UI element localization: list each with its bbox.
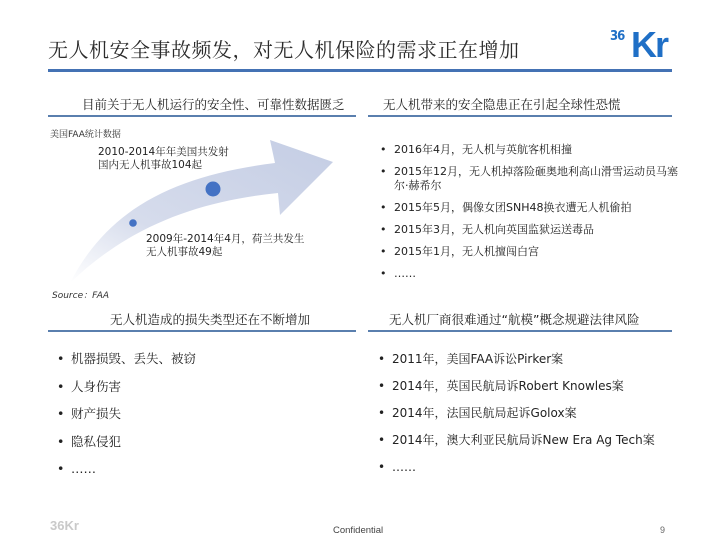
section-heading-global-panic: 无人机带来的安全隐患正在引起全球性恐慌	[383, 97, 621, 112]
list-item: • ……	[378, 459, 688, 475]
data-point-us	[206, 182, 221, 197]
section-heading-loss-types: 无人机造成的损失类型还在不断增加	[110, 312, 311, 327]
source-citation: Source：FAA	[52, 291, 110, 301]
list-item: • 2015年3月，无人机向英国监狱运送毒品	[380, 223, 680, 237]
list-item: • 2014年，英国民航局诉Robert Knowles案	[378, 378, 688, 394]
list-item: • 2015年1月，无人机擅闯白宫	[380, 245, 680, 259]
list-item: • 机器损毁、丢失、被窃	[57, 351, 347, 367]
footer-logo: 36Kr	[50, 518, 79, 533]
section-divider	[48, 330, 356, 332]
list-item: • 财产损失	[57, 406, 347, 422]
list-item: • 人身伤害	[57, 379, 347, 395]
logo-number: 36	[610, 29, 625, 44]
section-divider	[368, 330, 672, 332]
confidential-label: Confidential	[333, 525, 384, 536]
loss-type-list	[57, 351, 347, 489]
list-item: • 2015年5月，偶像女团SNH48换衣遭无人机偷拍	[380, 201, 680, 215]
list-item: • 2015年12月，无人机掉落险砸奥地利高山滑雪运动员马塞尔·赫希尔	[380, 165, 680, 193]
legal-case-list	[378, 351, 688, 486]
logo-letters: Kr	[631, 24, 668, 65]
list-item: • 2014年，法国民航局起诉Golox案	[378, 405, 688, 421]
section-divider	[48, 115, 356, 117]
list-item: • ……	[57, 461, 347, 477]
list-item: • 隐私侵犯	[57, 434, 347, 450]
incident-list	[380, 143, 680, 289]
title-divider	[48, 69, 672, 72]
section-heading-data-scarcity: 目前关于无人机运行的安全性、可靠性数据匮乏	[82, 97, 345, 112]
section-heading-legal-risk: 无人机厂商很难通过“航模”概念规避法律风险	[389, 312, 640, 327]
data-point-netherlands	[129, 219, 137, 227]
36kr-logo	[610, 26, 674, 64]
faa-data-label: 美国FAA统计数据	[50, 130, 121, 140]
us-accident-note: 2010-2014年年美国共发射 国内无人机事故104起	[98, 146, 229, 171]
page-number: 9	[660, 525, 666, 535]
list-item: • 2014年，澳大利亚民航局诉New Era Ag Tech案	[378, 432, 688, 448]
netherlands-accident-note: 2009年-2014年4月，荷兰共发生 无人机事故49起	[146, 233, 305, 258]
list-item: • 2016年4月，无人机与英航客机相撞	[380, 143, 680, 157]
section-divider	[368, 115, 672, 117]
list-item: • 2011年，美国FAA诉讼Pirker案	[378, 351, 688, 367]
slide-title: 无人机安全事故频发，对无人机保险的需求正在增加	[48, 38, 520, 62]
list-item: • ……	[380, 267, 680, 281]
